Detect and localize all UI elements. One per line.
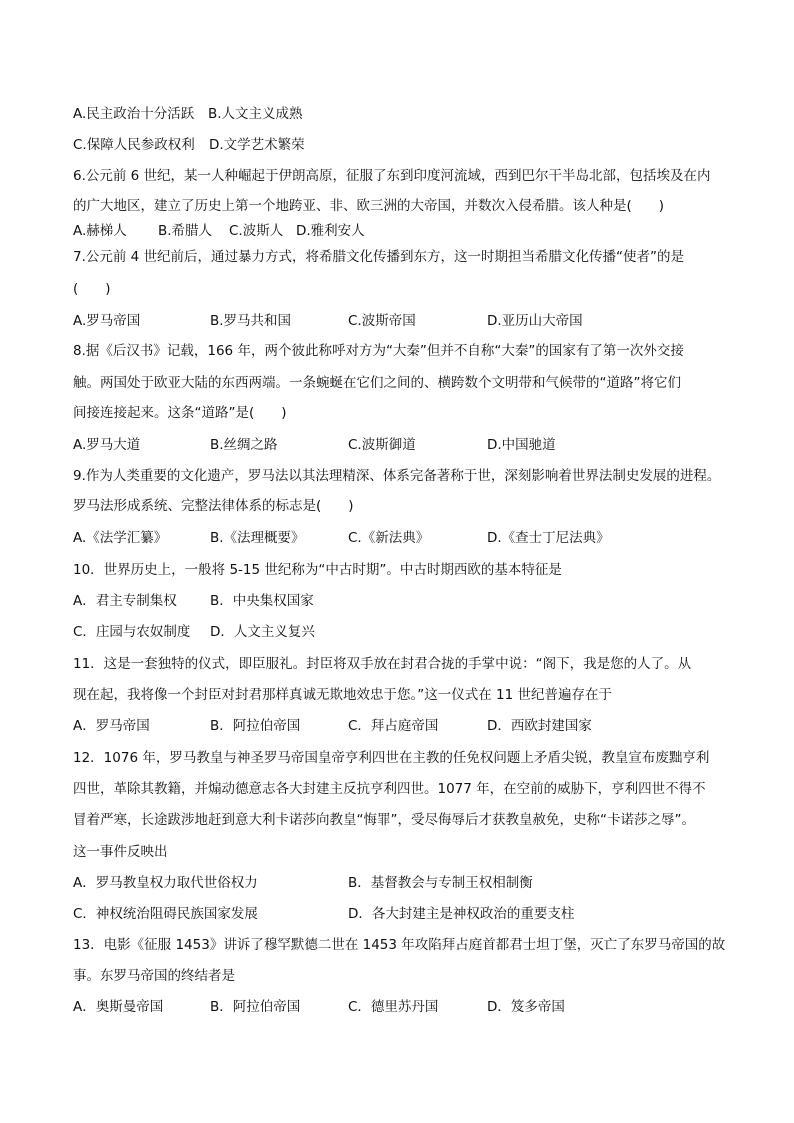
q7-option-d: D.亚历山大帝国 — [487, 313, 583, 329]
q9-option-c: C.《新法典》 — [348, 530, 430, 546]
q8-stem-line-3: 间接连接起来。这条“道路”是( ) — [73, 405, 287, 421]
q10-option-b: B．中央集权国家 — [210, 593, 314, 609]
q13-stem-line-2: 事。东罗马帝国的终结者是 — [73, 968, 235, 984]
q12-option-a: A．罗马教皇权力取代世俗权力 — [73, 875, 258, 891]
q10-option-a: A．君主专制集权 — [73, 593, 177, 609]
q9-option-a: A.《法学汇纂》 — [73, 530, 168, 546]
q9-stem-line-2: 罗马法形成系统、完整法律体系的标志是( ) — [73, 498, 354, 514]
q6-stem-line-2: 的广大地区，建立了历史上第一个地跨亚、非、欧三洲的大帝国，并数次入侵希腊。该人种是( ) — [73, 198, 665, 214]
q10-stem-line-1: 10．世界历史上，一般将 5-15 世纪称为“中古时期”。中古时期西欧的基本特征是 — [73, 562, 562, 578]
q11-option-d: D．西欧封建国家 — [487, 718, 592, 734]
q7-option-b: B.罗马共和国 — [210, 313, 292, 329]
q12-stem-line-4: 这一事件反映出 — [73, 844, 168, 860]
q7-option-c: C.波斯帝国 — [348, 313, 416, 329]
q12-option-c: C．神权统治阻碍民族国家发展 — [73, 906, 258, 922]
q7-stem-line-1: 7.公元前 4 世纪前后，通过暴力方式，将希腊文化传播到东方，这一时期担当希腊文化传播“使者”的是 — [73, 249, 685, 265]
q13-option-d: D．笈多帝国 — [487, 999, 565, 1015]
q13-option-c: C．德里苏丹国 — [348, 999, 439, 1015]
q7-option-a: A.罗马帝国 — [73, 313, 141, 329]
q11-option-b: B．阿拉伯帝国 — [210, 718, 301, 734]
q13-option-a: A．奥斯曼帝国 — [73, 999, 164, 1015]
q12-option-d: D．各大封建主是神权政治的重要支柱 — [348, 906, 575, 922]
q9-stem-line-1: 9.作为人类重要的文化遗产，罗马法以其法理精深、体系完备著称于世，深刻影响着世界法制史发展的进程。 — [73, 468, 721, 484]
q12-option-b: B．基督教会与专制王权相制衡 — [348, 875, 533, 891]
q10-option-d: D．人文主义复兴 — [210, 624, 315, 640]
q7-stem-line-2: ( ) — [73, 281, 111, 297]
q11-stem-line-2: 现在起，我将像一个封臣对封君那样真诚无欺地效忠于您。”这一仪式在 11 世纪普遍存在于 — [73, 687, 613, 703]
q6-option-c: C.波斯人 — [229, 223, 284, 239]
q13-option-b: B．阿拉伯帝国 — [210, 999, 301, 1015]
q9-option-b: B.《法理概要》 — [210, 530, 305, 546]
q6-option-d: D.雅利安人 — [296, 223, 365, 239]
q5-option-c: C.保障人民参政权利 — [73, 137, 195, 153]
q8-stem-line-1: 8.据《后汉书》记载，166 年，两个彼此称呼对方为“大秦”但并不自称“大秦”的国家有了第一次外交接 — [73, 343, 684, 359]
q11-option-a: A．罗马帝国 — [73, 718, 150, 734]
q12-stem-line-1: 12．1076 年，罗马教皇与神圣罗马帝国皇帝亨利四世在主教的任免权问题上矛盾尖锐，教皇宣布废黜亨利 — [73, 750, 710, 766]
q8-stem-line-2: 触。两国处于欧亚大陆的东西两端。一条蜿蜒在它们之间的、横跨数个文明带和气候带的“道路”将它们 — [73, 375, 681, 391]
q8-option-b: B.丝绸之路 — [210, 437, 278, 453]
q12-stem-line-3: 冒着严寒，长途跋涉地赶到意大利卡诺莎向教皇“悔罪”，受尽侮辱后才获教皇赦免，史称“卡诺莎之辱”。 — [73, 812, 695, 828]
q9-option-d: D.《查士丁尼法典》 — [487, 530, 610, 546]
q5-option-d: D.文学艺术繁荣 — [209, 137, 305, 153]
q8-option-d: D.中国驰道 — [487, 437, 556, 453]
q11-stem-line-1: 11．这是一套独特的仪式，即臣服礼。封臣将双手放在封君合拢的手掌中说：“阁下，我是您的人了。从 — [73, 656, 692, 672]
q6-stem-line-1: 6.公元前 6 世纪，某一人种崛起于伊朗高原，征服了东到印度河流域，西到巴尔干半岛北部，包括埃及在内 — [73, 168, 711, 184]
q11-option-c: C．拜占庭帝国 — [348, 718, 439, 734]
q6-option-a: A.赫梯人 — [73, 223, 127, 239]
q5-option-a: A.民主政治十分活跃 — [73, 106, 195, 122]
q12-stem-line-2: 四世，革除其教籍，并煽动德意志各大封建主反抗亨利四世。1077 年，在空前的威胁下，亨利四世不得不 — [73, 781, 706, 797]
q10-option-c: C．庄园与农奴制度 — [73, 624, 191, 640]
q8-option-c: C.波斯御道 — [348, 437, 416, 453]
q8-option-a: A.罗马大道 — [73, 437, 141, 453]
q5-option-b: B.人文主义成熟 — [208, 106, 303, 122]
q6-option-b: B.希腊人 — [158, 223, 213, 239]
q13-stem-line-1: 13．电影《征服 1453》讲诉了穆罕默德二世在 1453 年攻陷拜占庭首都君士坦丁堡，灭亡了东罗马帝国的故 — [73, 937, 726, 953]
